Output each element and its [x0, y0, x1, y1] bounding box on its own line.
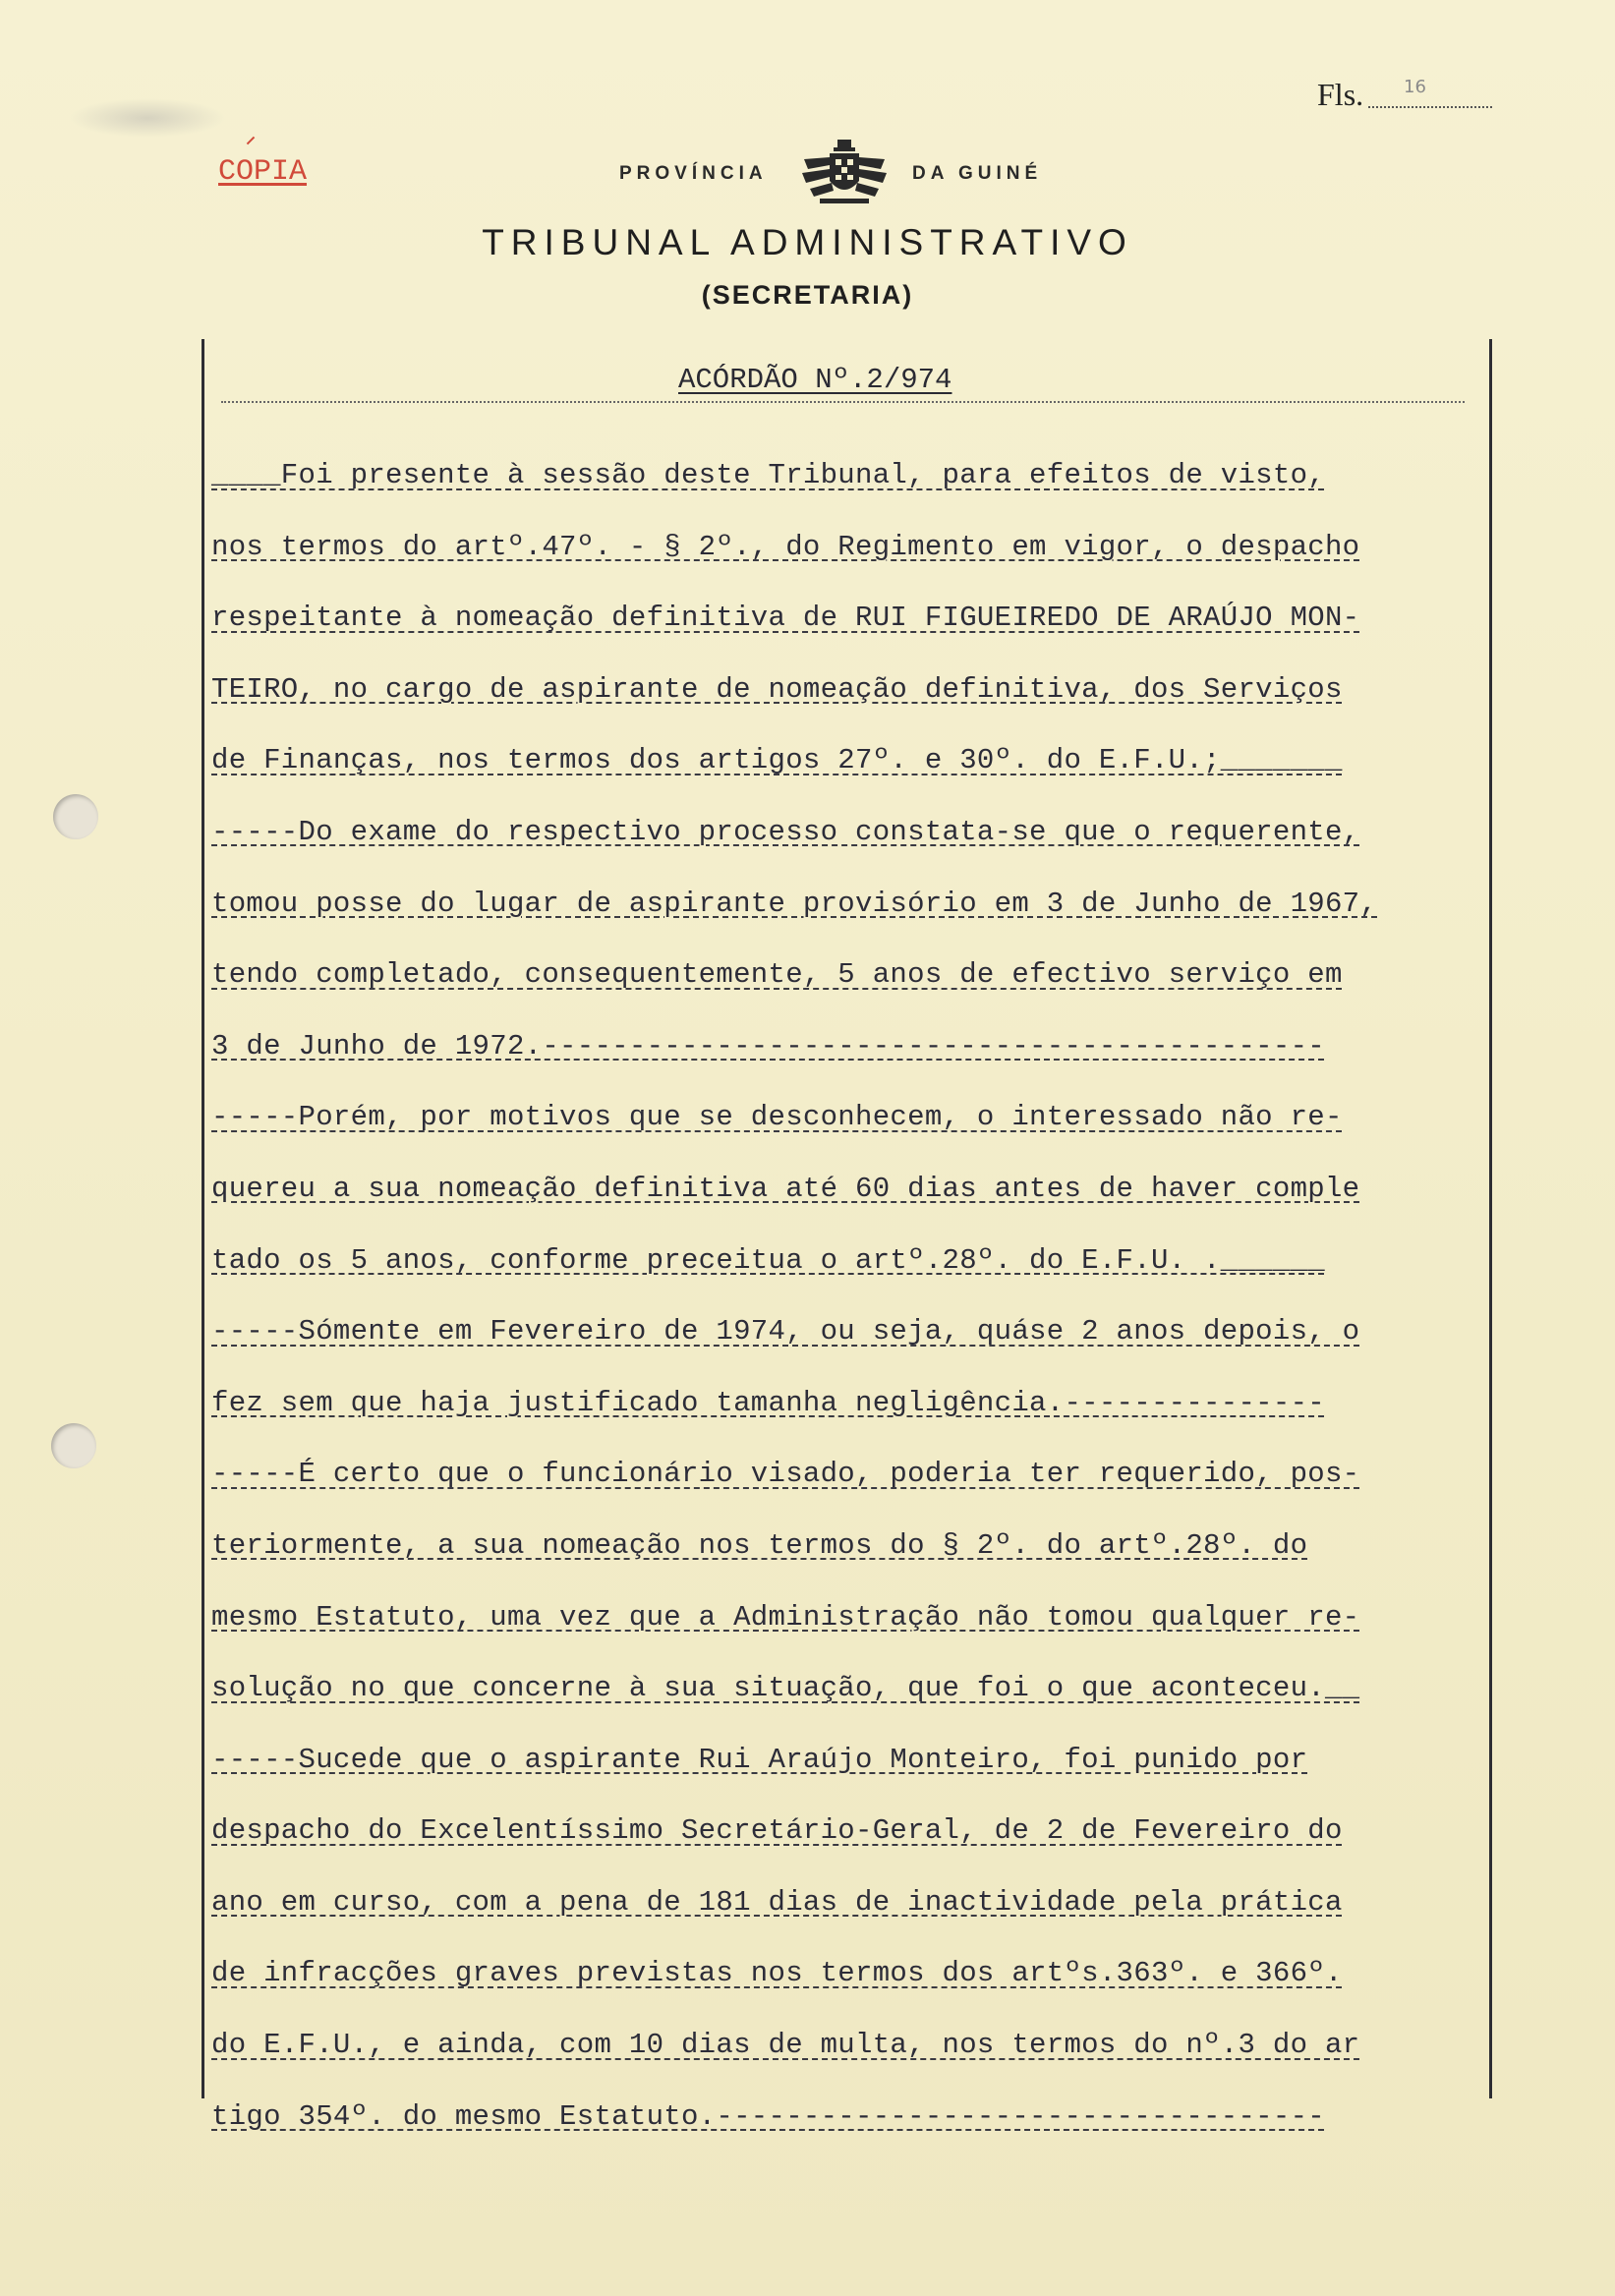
text-line: tado os 5 anos, conforme preceitua o artº.28º. do E.F.U. .______: [211, 1243, 1325, 1277]
text-line: tomou posse do lugar de aspirante provisório em 3 de Junho de 1967,: [211, 887, 1378, 920]
text-line: tigo 354º. do mesmo Estatuto.-----------------------------------: [211, 2099, 1325, 2133]
text-line: de infracções graves previstas nos termos dos artºs.363º. e 366º.: [211, 1957, 1343, 1990]
text-line: -----Sucede que o aspirante Rui Araújo Monteiro, foi punido por: [211, 1743, 1308, 1776]
document-body: [211, 440, 1489, 2152]
copy-stamp: COPIA: [218, 155, 308, 189]
punch-hole: [53, 794, 98, 839]
folio-line: [1368, 106, 1492, 108]
text-line: ano em curso, com a pena de 181 dias de inactividade pela prática: [211, 1885, 1343, 1919]
punch-hole: [51, 1423, 96, 1468]
text-line: ____Foi presente à sessão deste Tribunal, para efeitos de visto,: [211, 459, 1325, 491]
right-margin-rule: [1489, 339, 1492, 2098]
text-line: de Finanças, nos termos dos artigos 27º. e 30º. do E.F.U.;_______: [211, 744, 1343, 777]
text-line: tendo completado, consequentemente, 5 anos de efectivo serviço em: [211, 958, 1343, 992]
text-line: respeitante à nomeação definitiva de RUI FIGUEIREDO DE ARAÚJO MON-: [211, 602, 1360, 635]
text-line: quereu a sua nomeação definitiva até 60 dias antes de haver comple: [211, 1172, 1360, 1205]
left-margin-rule: [202, 339, 204, 2098]
document-title: ACÓRDÃO Nº.2/974: [678, 364, 952, 396]
text-line: solução no que concerne à sua situação, que foi o que aconteceu.__: [211, 1672, 1360, 1705]
copy-stamp-accent: [247, 137, 255, 144]
text-line: teriormente, a sua nomeação nos termos do § 2º. do artº.28º. do: [211, 1528, 1308, 1562]
text-line: -----Porém, por motivos que se desconhecem, o interessado não re-: [211, 1101, 1343, 1134]
text-line: nos termos do artº.47º. - § 2º., do Regimento em vigor, o despacho: [211, 530, 1360, 563]
text-line: mesmo Estatuto, uma vez que a Administração não tomou qualquer re-: [211, 1600, 1360, 1634]
ink-smudge: [69, 98, 226, 138]
province-right: DA GUINÉ: [912, 163, 1043, 184]
text-line: despacho do Excelentíssimo Secretário-Geral, de 2 de Fevereiro do: [211, 1814, 1343, 1848]
province-left: PROVÍNCIA: [619, 163, 768, 184]
text-line: fez sem que haja justificado tamanha negligência.---------------: [211, 1386, 1325, 1419]
text-line: -----Sómente em Fevereiro de 1974, ou seja, quáse 2 anos depois, o: [211, 1315, 1360, 1349]
department-title: (SECRETARIA): [701, 280, 914, 310]
text-line: TEIRO, no cargo de aspirante de nomeação definitiva, dos Serviços: [211, 672, 1343, 706]
institution-title: TRIBUNAL ADMINISTRATIVO: [482, 222, 1133, 262]
title-dotted-rule: [221, 401, 1465, 403]
text-line: do E.F.U., e ainda, com 10 dias de multa, nos termos do nº.3 do ar: [211, 2029, 1360, 2062]
coat-of-arms-icon: [800, 138, 889, 208]
text-line: -----Do exame do respectivo processo constata-se que o requerente,: [211, 815, 1360, 848]
text-line: 3 de Junho de 1972.---------------------------------------------: [211, 1029, 1325, 1062]
folio-number: 16: [1404, 77, 1426, 97]
folio-label: Fls.: [1317, 77, 1364, 112]
text-line: -----É certo que o funcionário visado, poderia ter requerido, pos-: [211, 1458, 1360, 1491]
